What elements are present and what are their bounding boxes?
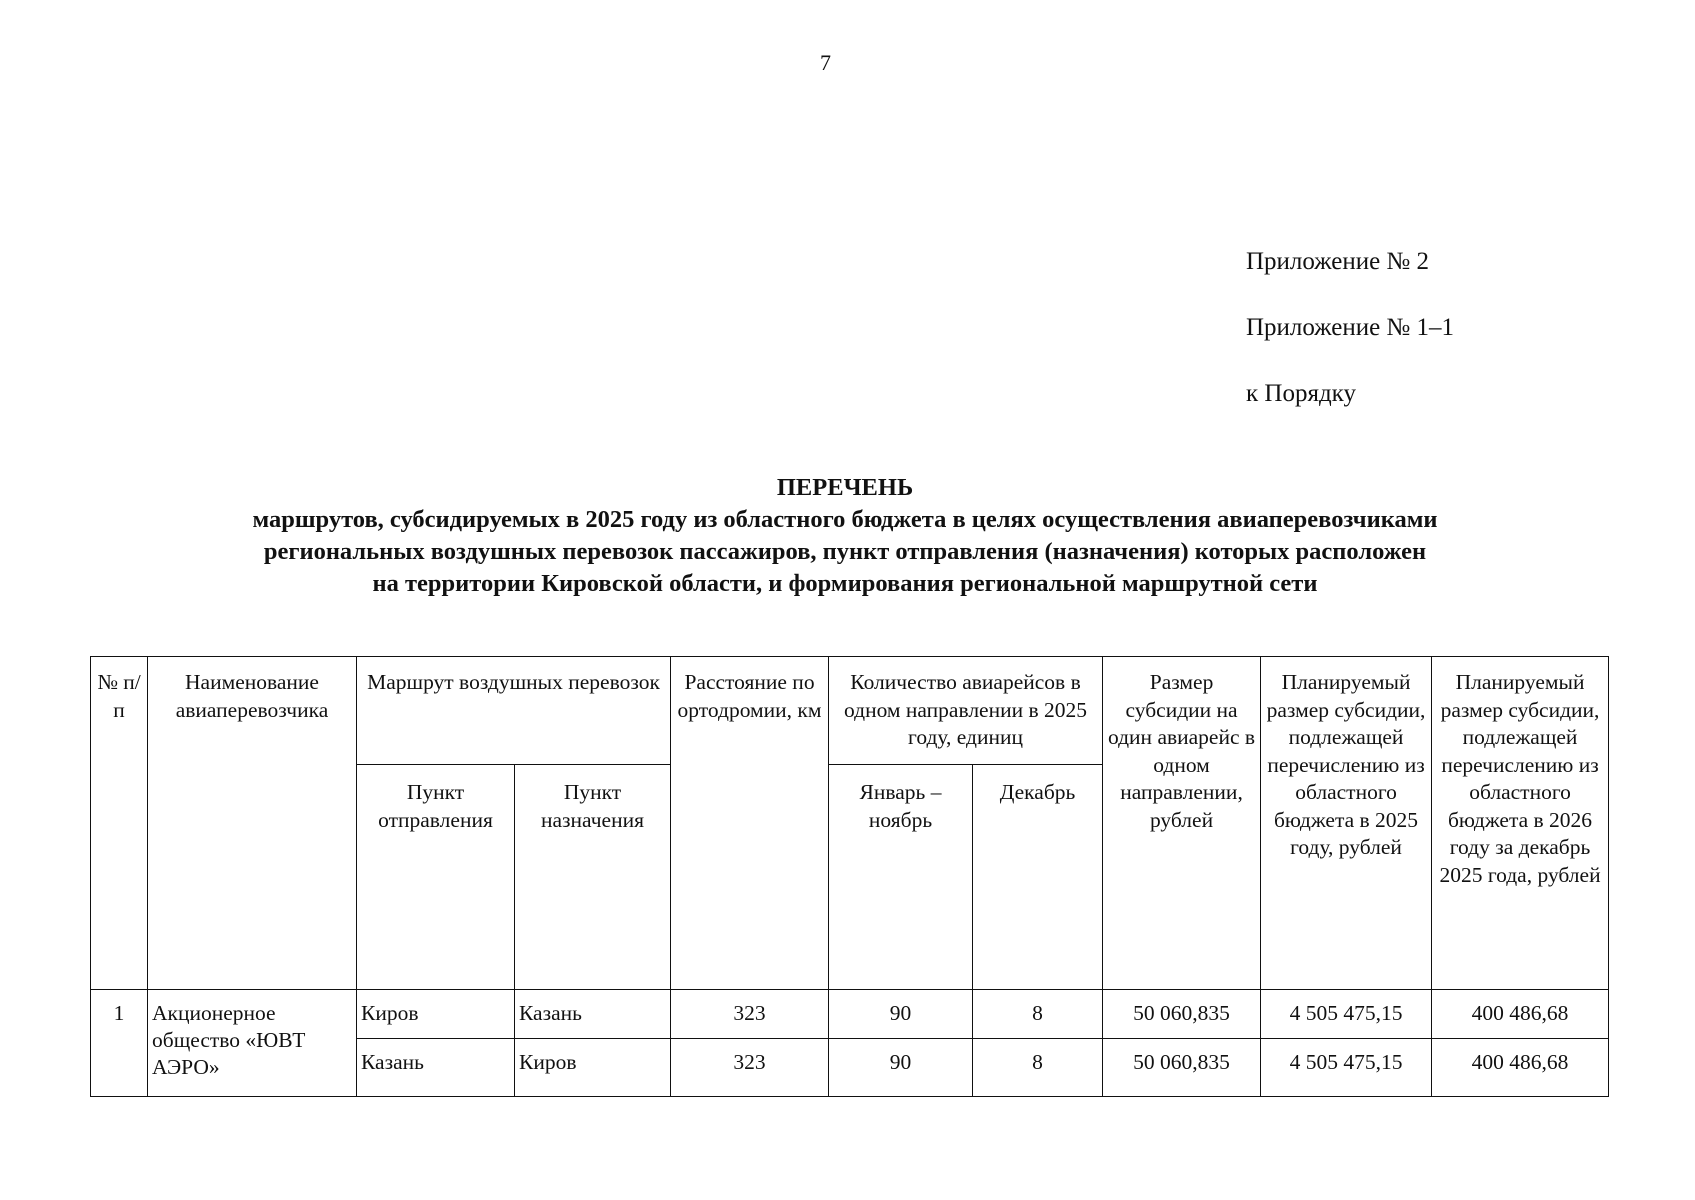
cell-subsidy-per-flight: 50 060,835 (1103, 1039, 1261, 1097)
cell-jan-nov: 90 (829, 1039, 973, 1097)
annex-number: Приложение № 2 (1246, 248, 1430, 275)
header-subsidy-per-flight: Размер субсидии на один авиарейс в одном направлении, рублей (1103, 657, 1261, 990)
cell-dec: 8 (973, 990, 1103, 1039)
header-route: Маршрут воздушных перевозок (357, 657, 671, 765)
cell-destination: Казань (515, 990, 671, 1039)
cell-planned-2025: 4 505 475,15 (1261, 990, 1432, 1039)
header-planned-2026: Планируемый размер субсидии, подлежащей перечислению из областного бюджета в 2026 году за декабрь 2025 года, рублей (1432, 657, 1609, 990)
cell-destination: Киров (515, 1039, 671, 1097)
cell-distance: 323 (671, 990, 829, 1039)
header-num: № п/п (91, 657, 148, 990)
cell-distance: 323 (671, 1039, 829, 1097)
title-line-2: региональных воздушных перевозок пассажиров, пункт отправления (назначения) которых расположен (263, 538, 1427, 565)
header-planned-2025: Планируемый размер субсидии, подлежащей перечислению из областного бюджета в 2025 году, рублей (1261, 657, 1432, 990)
page-number: 7 (820, 50, 831, 75)
row-num: 1 (91, 990, 148, 1097)
table-row (91, 990, 1609, 1039)
title-heading: ПЕРЕЧЕНЬ (776, 474, 914, 501)
cell-planned-2026: 400 486,68 (1432, 1039, 1609, 1097)
header-destination: Пункт назначения (515, 765, 671, 990)
table-header-row (91, 657, 1609, 765)
annex-subnumber: Приложение № 1–1 (1246, 314, 1455, 341)
row-carrier: Акционерное общество «ЮВТ АЭРО» (148, 990, 357, 1097)
document-title (90, 472, 1600, 600)
header-carrier: Наименование авиаперевозчика (148, 657, 357, 990)
cell-departure: Киров (357, 990, 515, 1039)
annex-reference: к Порядку (1246, 380, 1356, 407)
cell-jan-nov: 90 (829, 990, 973, 1039)
header-flights: Количество авиарейсов в одном направлении в 2025 году, единиц (829, 657, 1103, 765)
cell-subsidy-per-flight: 50 060,835 (1103, 990, 1261, 1039)
cell-dec: 8 (973, 1039, 1103, 1097)
title-line-1: маршрутов, субсидируемых в 2025 году из областного бюджета в целях осуществления авиаперевозчиками (252, 506, 1438, 533)
header-departure: Пункт отправления (357, 765, 515, 990)
header-jan-nov: Январь – ноябрь (829, 765, 973, 990)
header-dec: Декабрь (973, 765, 1103, 990)
routes-table (90, 656, 1609, 1097)
cell-planned-2025: 4 505 475,15 (1261, 1039, 1432, 1097)
header-distance: Расстояние по ортодромии, км (671, 657, 829, 990)
cell-planned-2026: 400 486,68 (1432, 990, 1609, 1039)
cell-departure: Казань (357, 1039, 515, 1097)
title-line-3: на территории Кировской области, и формирования региональной маршрутной сети (372, 570, 1318, 597)
